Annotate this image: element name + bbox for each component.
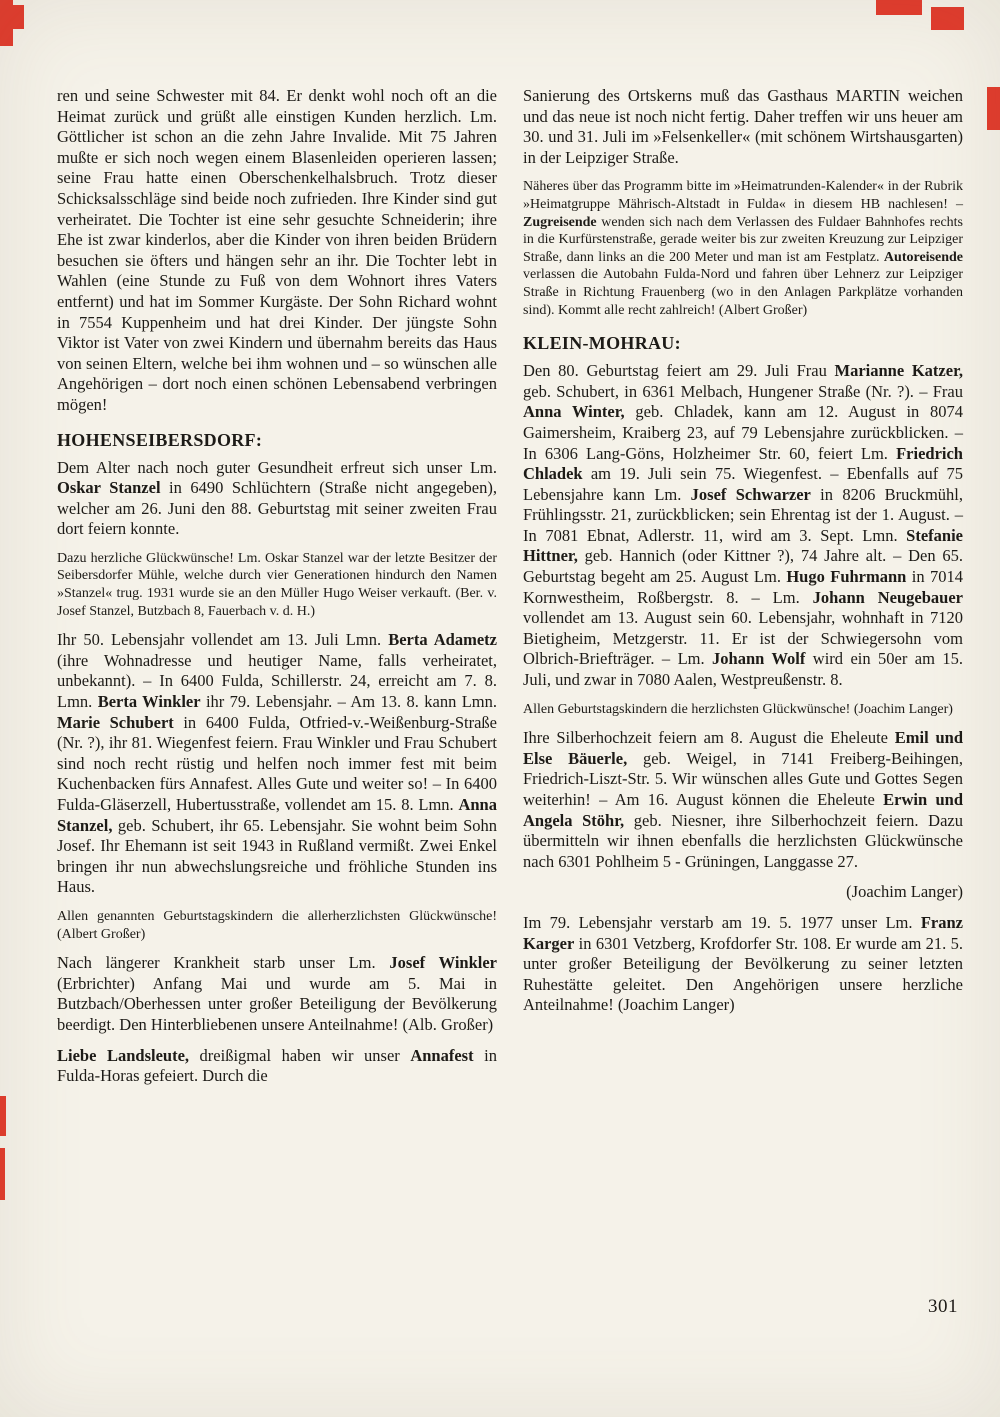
text-run: in 7014 Kornwestheim, Roßbergstr. 8. – Lm.: [523, 567, 963, 607]
text-run: Sanierung des Ortskerns muß das Gasthaus MARTIN weichen und das neue ist noch nicht fertig. Daher treffen wir uns heuer am 30. und 31. Juli im »Felsenkeller« (mit schönem Wirtshausgarten) in der Leipziger Straße.: [523, 86, 963, 167]
text-run: geb. Weigel, in 7141 Freiberg-Beihingen, Friedrich-Liszt-Str. 5. Wir wünschen alles Gute und Gottes Segen weiterhin! – Am 16. August können die Eheleute: [523, 748, 964, 809]
emphasized-name: Emil und Else Bäuerle,: [523, 728, 963, 768]
scan-mark: [0, 1148, 5, 1200]
left-column: [57, 86, 497, 1097]
emphasized-name: Zugreisende: [523, 214, 597, 230]
paragraph: [523, 728, 963, 872]
text-run: ihr 79. Lebensjahr. – Am 13. 8. kann Lmn.: [200, 692, 497, 712]
text-run: (Erbrichter) Anfang Mai und wurde am 5. Mai in Butzbach/Oberhessen unter großer Beteiligung der Bevölkerung beerdigt. Den Hinterbliebenen unsere Anteilnahme! (Alb. Großer): [57, 973, 497, 1034]
text-run: Allen genannten Geburtstagskindern die allerherzlichsten Glückwünsche! (Albert Großer): [57, 908, 497, 942]
text-run: am 19. Juli sein 75. Wiegenfest. – Ebenfalls auf 75 Lebensjahre kann Lm.: [523, 464, 963, 504]
paragraph: [57, 953, 497, 1035]
paragraph: [523, 86, 963, 168]
section-heading: [57, 429, 497, 451]
emphasized-name: Liebe Landsleute,: [57, 1045, 190, 1065]
emphasized-name: Josef Winkler: [389, 953, 498, 973]
emphasized-name: Autoreisende: [883, 249, 963, 265]
emphasized-name: Josef Schwarzer: [690, 484, 811, 504]
emphasized-name: Johann Neugebauer: [812, 587, 963, 607]
text-run: wenden sich nach dem Verlassen des Fuldaer Bahnhofes rechts in die Kurfürstenstraße, gerade weiter bis zur zweiten Kreuzung zur Leipziger Straße, dann links an die 200 Meter und man ist am Festplatz.: [523, 214, 963, 265]
text-run: vollendet am 13. August sein 60. Lebensjahr, wohnhaft in 7120 Bietigheim, Metzgerstr. 11. Er ist der Schwiegersohn vom Olbrich-Briefträger. – Lm.: [523, 608, 963, 669]
emphasized-name: Erwin und Angela Stöhr,: [523, 790, 963, 830]
editorial-note: [57, 908, 497, 943]
text-run: geb. Chladek, kann am 12. August in 8074 Gaimersheim, Kraiberg 23, auf 79 Lebensjahre zurückblicken. – In 6306 Lang-Göns, Holzheimer Str. 60, feiert Lm.: [523, 402, 964, 463]
text-run: wird ein 50er am 15. Juli, und zwar in 7080 Aalen, Westpreußenstr. 8.: [523, 649, 963, 690]
emphasized-name: Franz Karger: [523, 912, 963, 953]
emphasized-name: Anna Stanzel,: [57, 795, 497, 835]
scan-mark: [987, 87, 1000, 130]
paragraph: [57, 1046, 497, 1087]
text-run: (ihre Wohnadresse und heutiger Name, falls verheiratet, unbekannt). – In 6400 Fulda, Schillerstr. 24, erreicht am 7. 8. Lmn.: [57, 650, 497, 712]
emphasized-name: Berta Winkler: [97, 692, 201, 712]
paragraph: [57, 630, 497, 898]
emphasized-name: Stefanie Hittner,: [523, 525, 963, 566]
scan-mark: [0, 1096, 6, 1136]
text-run: Dazu herzliche Glückwünsche! Lm. Oskar Stanzel war der letzte Besitzer der Seibersdorfer Mühle, welche durch vier Generationen hindurch den Namen »Stanzel« trug. 1931 wurde sie an den Müller Hugo Weiser verkauft. (Ber. v. Josef Stanzel, Butzbach 8, Fauerbach v. d. H.): [57, 550, 497, 619]
scan-mark: [876, 0, 922, 15]
editorial-note: [57, 550, 497, 620]
page-number: 301: [928, 1296, 958, 1317]
text-run: ren und seine Schwester mit 84. Er denkt wohl noch oft an die Heimat zurück und grüßt alle einstigen Kunden herzlich. Lm. Göttlicher ist schon an die zehn Jahre Invalide. Mit 75 Jahren mußte er sich noch wegen einem Blasenleiden operieren lassen; seine Frau hatte einen Oberschenkelhalsbruch. Trotz dieser Schicksalsschläge sind beide noch zufrieden. Ihre Kinder sind gut verheiratet. Die Tochter ist eine sehr gesuchte Schneiderin; ihre Ehe ist zwar kinderlos, aber die Kinder von ihren beiden Brüdern besuchen sie öfters und hängen sehr an ihr. Die Tochter lebt in Wahlen (eine Stunde zu Fuß von dem Wohnort ihres Vaters entfernt) und hat im Sommer Kurgäste. Der Sohn Richard wohnt in 7554 Kuppenheim und hat drei Kinder. Der jüngste Sohn Viktor ist Vater von zwei Kindern und übernahm bereits das Haus von seinen Eltern, welche bei ihm wohnen und – so wünschen alle Angehörigen – dort noch einen schönen Lebensabend verbringen mögen!: [57, 86, 497, 414]
emphasized-name: Berta Adametz: [388, 630, 497, 650]
emphasized-name: Friedrich Chladek: [523, 443, 963, 484]
text-run: Den 80. Geburtstag feiert am 29. Juli Frau: [523, 361, 835, 381]
text-run: KLEIN-MOHRAU:: [523, 333, 681, 354]
emphasized-name: Marianne Katzer,: [834, 361, 963, 381]
text-run: geb. Schubert, ihr 65. Lebensjahr. Sie wohnt beim Sohn Josef. Ihr Ehemann ist seit 1943 in Rußland vermißt. Zwei Enkel bringen ihr nun abwechslungsreiche und fröhliche Stunden ins Haus.: [57, 815, 497, 897]
editorial-note: [523, 701, 963, 719]
emphasized-name: Oskar Stanzel: [57, 478, 161, 498]
byline: [523, 882, 963, 903]
editorial-note: [523, 178, 963, 319]
text-run: dreißigmal haben wir unser: [189, 1045, 411, 1065]
right-column: [523, 86, 963, 1097]
paragraph: [57, 458, 497, 540]
text-run: Ihr 50. Lebensjahr vollendet am 13. Juli Lmn.: [57, 630, 389, 650]
scan-mark: [931, 7, 964, 30]
paragraph: [57, 86, 497, 416]
text-run: Näheres über das Programm bitte im »Heimatrunden-Kalender« in der Rubrik »Heimatgruppe Mährisch-Altstadt in Fulda« in diesem HB nachlesen! –: [523, 179, 963, 212]
text-columns: [57, 86, 963, 1097]
text-run: Im 79. Lebensjahr verstarb am 19. 5. 1977 unser Lm.: [523, 912, 921, 932]
text-run: (Joachim Langer): [846, 882, 963, 902]
scan-mark: [9, 5, 24, 29]
text-run: Dem Alter nach noch guter Gesundheit erfreut sich unser Lm.: [57, 457, 497, 477]
text-run: geb. Hannich (oder Kittner ?), 74 Jahre alt. – Den 65. Geburtstag begeht am 25. August Lm.: [523, 546, 963, 587]
text-run: in 8206 Bruckmühl, Frühlingsstr. 21, zurückblicken; sein Ehrentag ist der 1. August. – In 7081 Ebnat, Adlerstr. 11, wird am 3. Sept. Lmn.: [523, 484, 963, 545]
text-run: geb. Schubert, in 6361 Melbach, Hungener Straße (Nr. ?). – Frau: [523, 381, 963, 401]
text-run: HOHENSEIBERSDORF:: [57, 429, 263, 450]
text-run: in Fulda-Horas gefeiert. Durch die: [57, 1045, 497, 1086]
text-run: verlassen die Autobahn Fulda-Nord und fahren über Lehnerz zur Leipziger Straße in Richtung Frauenberg (wo in den Anlagen Parkplätze vorhanden sind). Kommt alle recht zahlreich! (Albert Großer): [523, 267, 963, 318]
paragraph: [523, 361, 963, 691]
paragraph: [523, 913, 963, 1016]
emphasized-name: Annafest: [410, 1045, 474, 1065]
section-heading: [523, 332, 963, 354]
text-run: in 6400 Fulda, Otfried-v.-Weißenburg-Straße (Nr. ?), ihr 81. Wiegenfest feiern. Frau Winkler und Frau Schubert sind noch recht rüstig und helfen noch immer fest mit beim Kuchenbacken fürs Annafest. Alles Gute und weiter so! – In 6400 Fulda-Gläserzell, Hubertusstraße, vollendet am 15. 8. Lmn.: [57, 712, 498, 814]
text-run: in 6490 Schlüchtern (Straße nicht angegeben), welcher am 26. Juni den 88. Geburtstag mit seiner zweiten Frau dort feiern konnte.: [57, 478, 497, 539]
text-run: Nach längerer Krankheit starb unser Lm.: [57, 953, 390, 973]
emphasized-name: Hugo Fuhrmann: [786, 567, 907, 587]
text-run: in 6301 Vetzberg, Krofdorfer Str. 108. Er wurde am 21. 5. unter großer Beteiligung der Bevölkerung zu seiner letzten Ruhestätte geleitet. Den Angehörigen unsere herzliche Anteilnahme! (Joachim Langer): [523, 933, 963, 1015]
text-run: Ihre Silberhochzeit feiern am 8. August die Eheleute: [523, 728, 895, 748]
emphasized-name: Anna Winter,: [523, 402, 625, 422]
text-run: Allen Geburtstagskindern die herzlichsten Glückwünsche! (Joachim Langer): [523, 701, 953, 717]
text-run: geb. Niesner, ihre Silberhochzeit feiern. Dazu übermitteln wir ihnen ebenfalls die herzlichsten Glückwünsche nach 6301 Pohlheim 5 - Grüningen, Langgasse 27.: [523, 810, 963, 871]
emphasized-name: Johann Wolf: [712, 649, 806, 669]
emphasized-name: Marie Schubert: [57, 712, 174, 732]
